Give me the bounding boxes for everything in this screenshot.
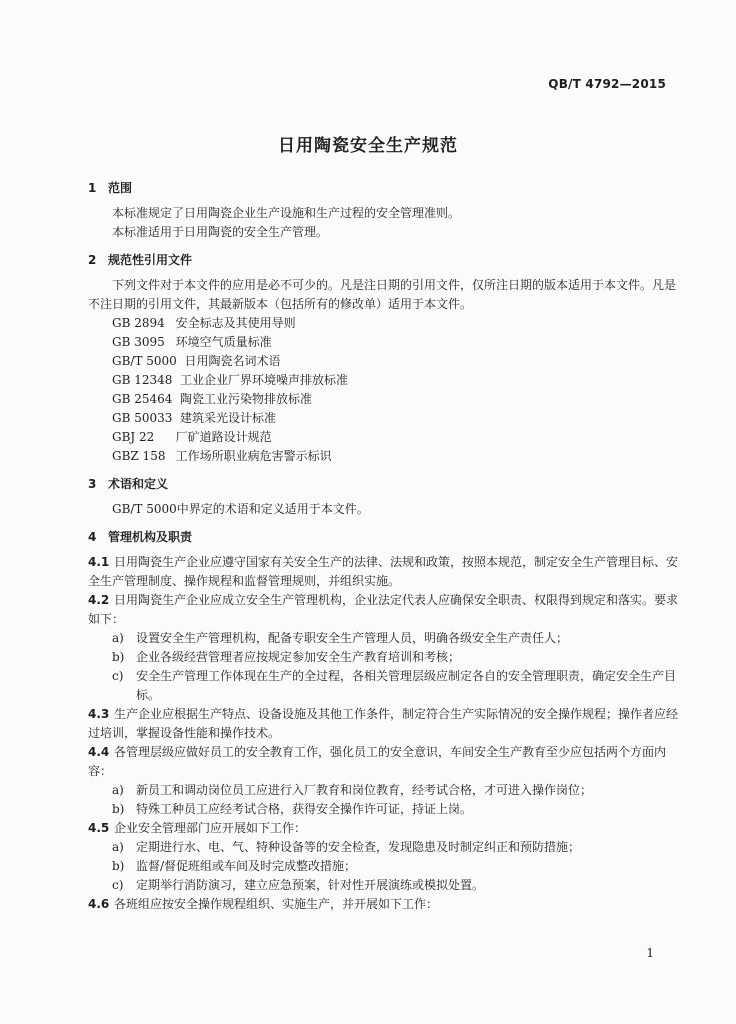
reference-item: GB 50033 建筑采光设计标准: [112, 411, 277, 425]
list-item: a) 设置安全生产管理机构，配备专职安全生产管理人员，明确各级安全生产责任人；: [112, 631, 569, 645]
reference-item: GBJ 22 厂矿道路设计规范: [112, 430, 272, 444]
standard-number: QB/T 4792—2015: [548, 77, 666, 91]
section-2-heading: 2 规范性引用文件: [88, 253, 193, 267]
list-item: b) 监督/督促班组或车间及时完成整改措施；: [112, 859, 357, 873]
clause-4-6: 4.6 各班组应按安全操作规程组织、实施生产，并开展如下工作：: [88, 897, 439, 911]
section-1-heading: 1 范围: [88, 181, 133, 195]
section-2-intro: 下列文件对于本文件的应用是必不可少的。凡是注日期的引用文件，仅所注日期的版本适用于本文件。凡是不注日期的引用文件，其最新版本（包括所有的修改单）适用于本文件。: [88, 278, 677, 311]
clause-4-5: 4.5 企业安全管理部门应开展如下工作：: [88, 821, 307, 835]
clause-4-3: 4.3 生产企业应根据生产特点、设备设施及其他工作条件，制定符合生产实际情况的安全操作规程；操作者应经过培训，掌握设备性能和操作技术。: [88, 707, 679, 740]
list-item: c) 定期举行消防演习，建立应急预案，针对性开展演练或模拟处置。: [112, 878, 485, 892]
reference-item: GB/T 5000 日用陶瓷名词术语: [112, 354, 281, 368]
reference-item: GB 2894 安全标志及其使用导则: [112, 316, 296, 330]
section-3-heading: 3 术语和定义: [88, 477, 169, 491]
reference-item: GB 3095 环境空气质量标准: [112, 335, 272, 349]
page-number: 1: [646, 946, 654, 960]
reference-item: GB 25464 陶瓷工业污染物排放标准: [112, 392, 313, 406]
list-item: b) 特殊工种员工应经考试合格，获得安全操作许可证，持证上岗。: [112, 802, 473, 816]
list-item: c) 安全生产管理工作体现在生产的全过程，各相关管理层级应制定各自的安全管理职责，确定安全生产目标。: [112, 669, 677, 702]
normative-reference-list: [88, 314, 678, 466]
clause-4-1: 4.1 日用陶瓷生产企业应遵守国家有关安全生产的法律、法规和政策，按照本规范，制定安全生产管理目标、安全生产管理制度、操作规程和监督管理规则，并组织实施。: [88, 555, 679, 588]
list-item: a) 定期进行水、电、气、特种设备等的安全检查，发现隐患及时制定纠正和预防措施；: [112, 840, 581, 854]
clause-4-4: 4.4 各管理层级应做好员工的安全教育工作，强化员工的安全意识，车间安全生产教育至少应包括两个方面内容：: [88, 745, 667, 778]
section-1-paragraph: 本标准规定了日用陶瓷企业生产设施和生产过程的安全管理准则。: [112, 206, 461, 220]
list-item: b) 企业各级经营管理者应按规定参加安全生产教育培训和考核；: [112, 650, 461, 664]
section-3-paragraph: GB/T 5000中界定的术语和定义适用于本文件。: [112, 502, 369, 516]
section-4-heading: 4 管理机构及职责: [88, 530, 193, 544]
reference-item: GBZ 158 工作场所职业病危害警示标识: [112, 449, 332, 463]
clause-4-2: 4.2 日用陶瓷生产企业应成立安全生产管理机构，企业法定代表人应确保安全职责、权限得到规定和落实。要求如下：: [88, 593, 679, 626]
document-body: [88, 179, 678, 914]
document-title: 日用陶瓷安全生产规范: [278, 136, 458, 156]
section-1-paragraph: 本标准适用于日用陶瓷的安全生产管理。: [112, 225, 329, 239]
list-item: a) 新员工和调动岗位员工应进行入厂教育和岗位教育，经考试合格，才可进入操作岗位；: [112, 783, 593, 797]
reference-item: GB 12348 工业企业厂界环境噪声排放标准: [112, 373, 349, 387]
